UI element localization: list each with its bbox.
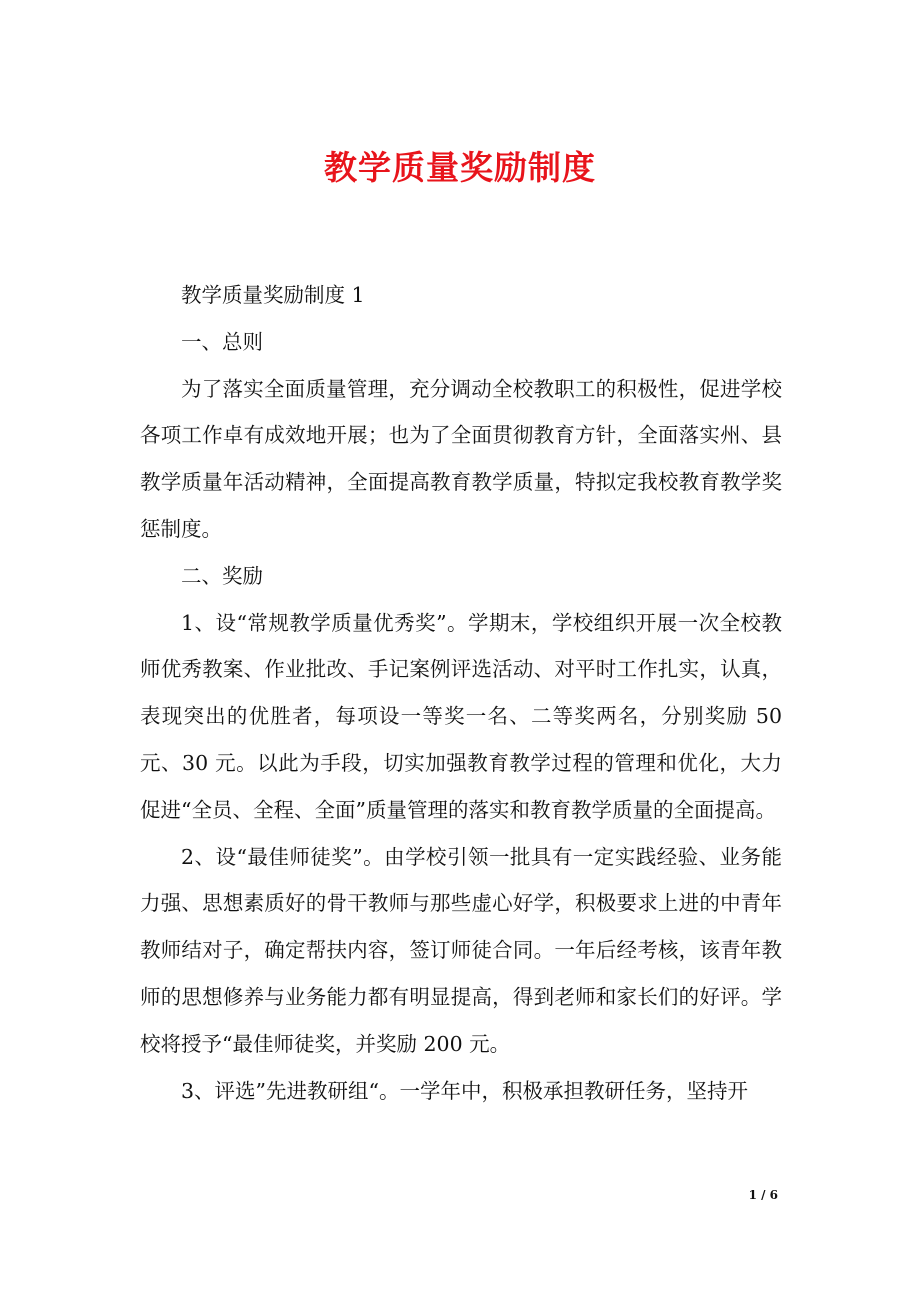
paragraph: 1、设“常规教学质量优秀奖”。学期末，学校组织开展一次全校教师优秀教案、作业批改、手记案例评选活动、对平时工作扎实，认真，表现突出的优胜者，每项设一等奖一名、二等奖两名，分别奖励 50 元、30 元。以此为手段，切实加强教育教学过程的管理和优化，大力促进“全员、全程、全面”质量管理的落实和教育教学质量的全面提高。 [140,610,782,822]
document-title: 教学质量奖励制度 [324,148,596,187]
section-heading: 一、总则 [181,329,263,354]
paragraph: 3、评选”先进教研组“。一学年中，积极承担教研任务，坚持开 [181,1078,749,1103]
page-indicator: 1 / 6 [748,1188,778,1202]
paragraph: 为了落实全面质量管理，充分调动全校教职工的积极性，促进学校各项工作卓有成效地开展；也为了全面贯彻教育方针，全面落实州、县教学质量年活动精神，全面提高教育教学质量，特拟定我校教育教学奖惩制度。 [140,376,782,541]
section-heading: 二、奖励 [181,563,263,588]
section-heading: 教学质量奖励制度 1 [181,283,365,307]
document-body [140,272,782,1114]
paragraph: 2、设“最佳师徒奖”。由学校引领一批具有一定实践经验、业务能力强、思想素质好的骨干教师与那些虚心好学，积极要求上进的中青年教师结对子，确定帮扶内容，签订师徒合同。一年后经考核，该青年教师的思想修养与业务能力都有明显提高，得到老师和家长们的好评。学校将授予“最佳师徒奖，并奖励 200 元。 [140,844,782,1056]
